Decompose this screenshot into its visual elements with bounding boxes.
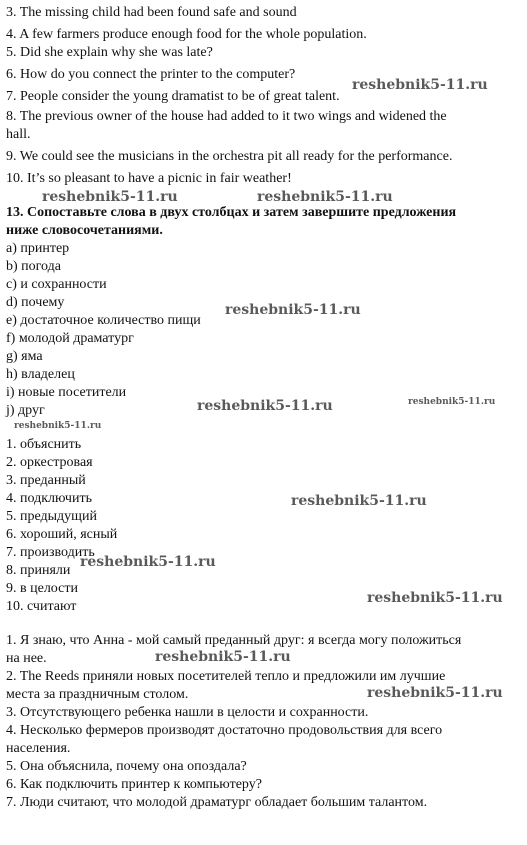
column-a-item: f) молодой драматург <box>6 331 134 346</box>
watermark: reshebnik5-11.ru <box>291 493 427 509</box>
sentence-line: 4. A few farmers produce enough food for the whole population. <box>6 27 367 42</box>
watermark: reshebnik5-11.ru <box>367 685 503 701</box>
sentence-line: 3. The missing child had been found safe and sound <box>6 5 297 20</box>
column-b-item: 10. считают <box>6 599 77 614</box>
answer-line: 4. Несколько фермеров производят достаточно продовольствия для всего <box>6 723 443 738</box>
watermark: reshebnik5-11.ru <box>367 590 503 606</box>
answer-line: 6. Как подключить принтер к компьютеру? <box>6 777 262 792</box>
column-b-item: 2. оркестровая <box>6 455 93 470</box>
answer-line: населения. <box>6 741 71 756</box>
answer-line: 7. Люди считают, что молодой драматург обладает большим талантом. <box>6 795 428 810</box>
task-heading: ниже словосочетаниями. <box>6 223 163 238</box>
watermark: reshebnik5-11.ru <box>80 554 216 570</box>
column-b-item: 7. производить <box>6 545 95 560</box>
column-b-item: 6. хороший, ясный <box>6 527 118 542</box>
column-a-item: g) яма <box>6 349 43 364</box>
sentence-line: hall. <box>6 127 31 142</box>
answer-line: на нее. <box>6 651 47 666</box>
sentence-line: 6. How do you connect the printer to the computer? <box>6 67 296 82</box>
answer-line: места за праздничным столом. <box>6 687 189 702</box>
column-a-item: b) погода <box>6 259 61 274</box>
sentence-line: 10. It’s so pleasant to have a picnic in fair weather! <box>6 171 292 186</box>
sentence-line: 9. We could see the musicians in the orchestra pit all ready for the performance. <box>6 149 453 164</box>
sentence-line: 8. The previous owner of the house had added to it two wings and widened the <box>6 109 447 124</box>
column-b-item: 8. приняли <box>6 563 71 578</box>
task-heading: 13. Сопоставьте слова в двух столбцах и затем завершите предложения <box>6 205 457 220</box>
watermark: reshebnik5-11.ru <box>197 398 333 414</box>
column-b-item: 5. предыдущий <box>6 509 97 524</box>
column-a-item: j) друг <box>6 403 45 418</box>
answer-line: 2. The Reeds приняли новых посетителей тепло и предложили им лучшие <box>6 669 446 684</box>
sentence-line: 5. Did she explain why she was late? <box>6 45 213 60</box>
watermark: reshebnik5-11.ru <box>225 302 361 318</box>
column-a-item: h) владелец <box>6 367 75 382</box>
column-b-item: 3. преданный <box>6 473 86 488</box>
column-a-item: e) достаточное количество пищи <box>6 313 201 328</box>
watermark: reshebnik5-11.ru <box>408 397 496 407</box>
answer-line: 5. Она объяснила, почему она опоздала? <box>6 759 247 774</box>
watermark: reshebnik5-11.ru <box>155 649 291 665</box>
watermark: reshebnik5-11.ru <box>352 77 488 93</box>
column-a-item: d) почему <box>6 295 65 310</box>
answer-line: 1. Я знаю, что Анна - мой самый преданный друг: я всегда могу положиться <box>6 633 462 648</box>
sentence-line: 7. People consider the young dramatist to be of great talent. <box>6 89 340 104</box>
column-b-item: 1. объяснить <box>6 437 82 452</box>
column-a-item: c) и сохранности <box>6 277 107 292</box>
column-b-item: 9. в целости <box>6 581 78 596</box>
column-a-item: i) новые посетители <box>6 385 127 400</box>
watermark: reshebnik5-11.ru <box>42 189 178 205</box>
answer-line: 3. Отсутствующего ребенка нашли в целости и сохранности. <box>6 705 369 720</box>
watermark: reshebnik5-11.ru <box>14 421 102 431</box>
watermark: reshebnik5-11.ru <box>257 189 393 205</box>
column-b-item: 4. подключить <box>6 491 92 506</box>
column-a-item: a) принтер <box>6 241 70 256</box>
